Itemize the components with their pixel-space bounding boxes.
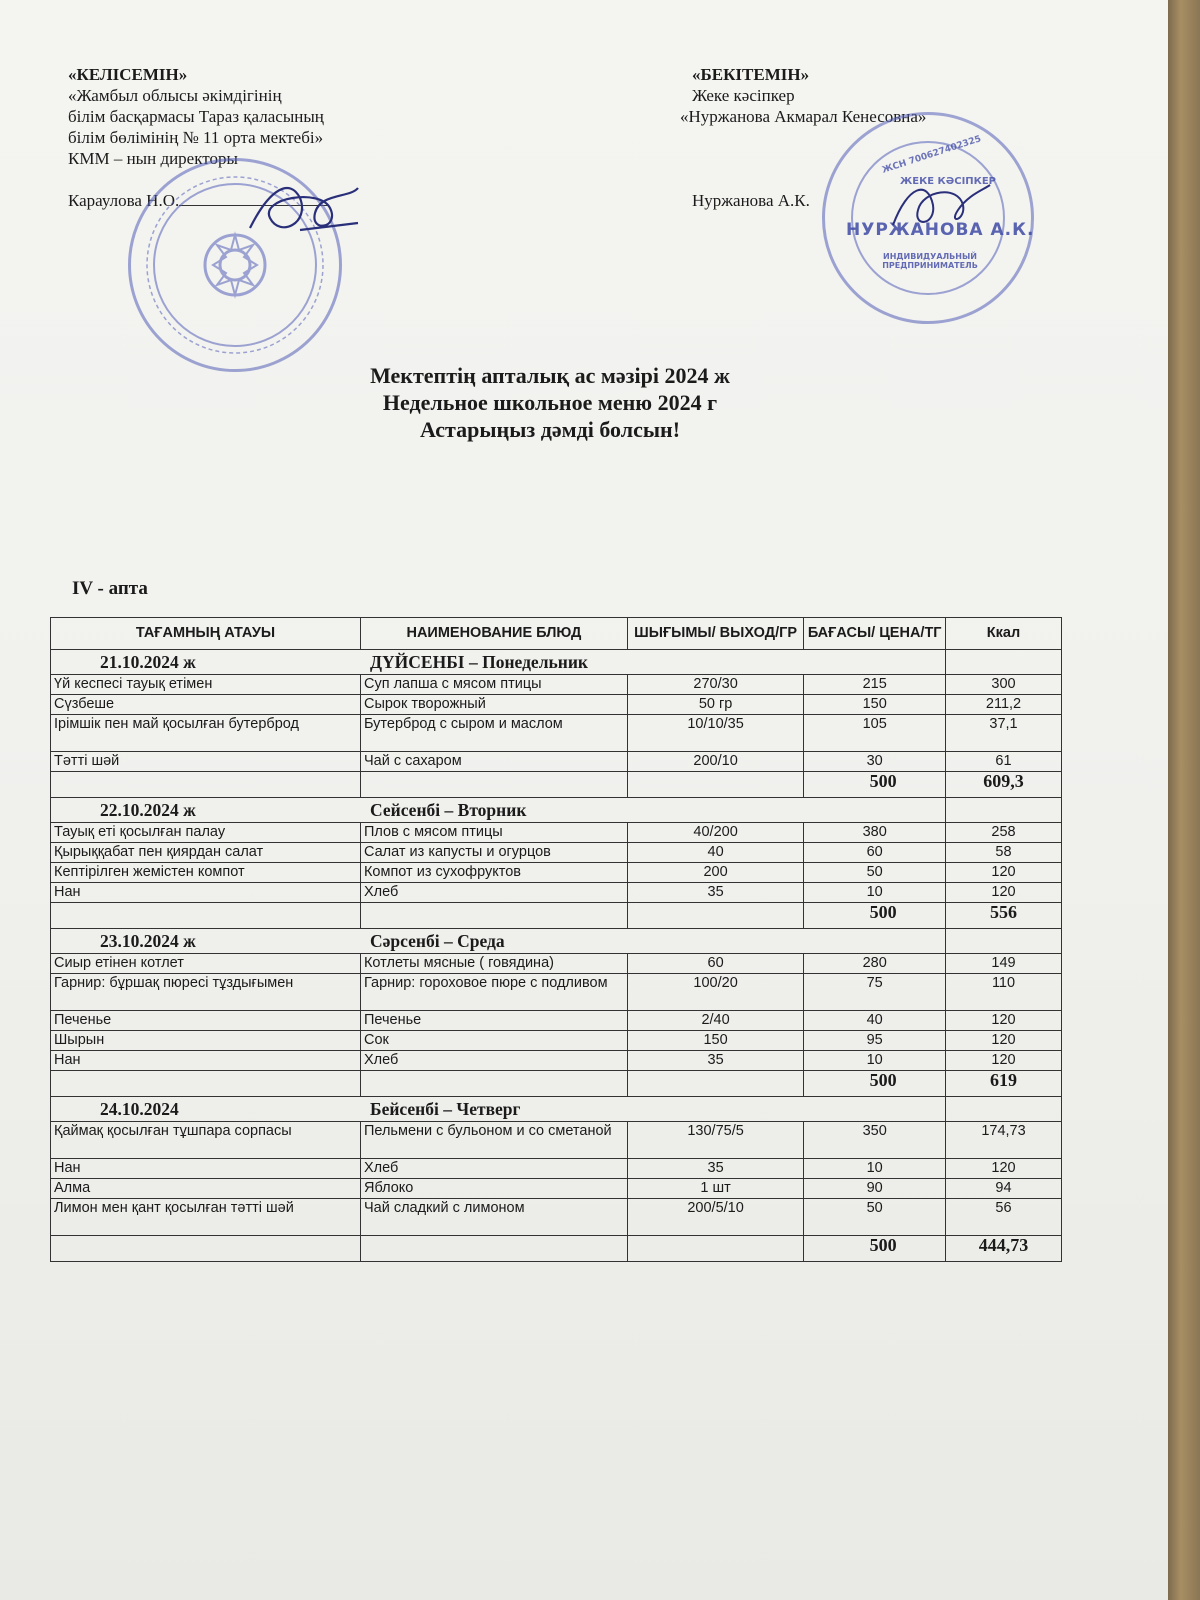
dish-name-kz: Алма — [51, 1179, 361, 1199]
day-name: Бейсенбі – Четверг — [370, 1098, 521, 1119]
dish-name-kz: Лимон мен қант қосылған тәтті шәй — [51, 1199, 361, 1236]
dish-output: 200/10 — [627, 752, 804, 772]
day-total-price: 500 — [804, 1236, 946, 1262]
approved-title: «БЕКІТЕМІН» — [692, 65, 810, 84]
empty-cell — [627, 772, 804, 798]
dish-kcal: 211,2 — [946, 695, 1062, 715]
empty-cell — [627, 1071, 804, 1097]
approved-signer: Нуржанова А.К. — [692, 191, 810, 210]
day-total-kcal: 619 — [946, 1071, 1062, 1097]
day-header-cell — [51, 650, 946, 675]
dish-price: 350 — [804, 1122, 946, 1159]
day-date: 23.10.2024 ж — [100, 930, 196, 951]
approved-line: Жеке кәсіпкер — [692, 86, 795, 105]
dish-output: 60 — [627, 954, 804, 974]
table-row — [51, 863, 1062, 883]
day-total-price: 500 — [804, 1071, 946, 1097]
dish-kcal: 300 — [946, 675, 1062, 695]
dish-name-kz: Тауық еті қосылған палау — [51, 823, 361, 843]
day-header-row — [51, 1097, 1062, 1122]
dish-name-kz: Тәтті шәй — [51, 752, 361, 772]
dish-name-kz: Печенье — [51, 1011, 361, 1031]
dish-name-kz: Қырыққабат пен қиярдан салат — [51, 843, 361, 863]
agreed-signer: Караулова Н.О. — [68, 191, 180, 210]
day-date: 24.10.2024 — [100, 1098, 179, 1119]
dish-price: 90 — [804, 1179, 946, 1199]
empty-cell — [627, 1236, 804, 1262]
day-total-row — [51, 1071, 1062, 1097]
dish-name-ru: Хлеб — [360, 1159, 627, 1179]
day-header-cell — [51, 798, 946, 823]
dish-kcal: 149 — [946, 954, 1062, 974]
dish-name-ru: Салат из капусты и огурцов — [360, 843, 627, 863]
dish-price: 60 — [804, 843, 946, 863]
dish-price: 105 — [804, 715, 946, 752]
dish-kcal: 120 — [946, 1031, 1062, 1051]
dish-output: 200 — [627, 863, 804, 883]
dish-output: 2/40 — [627, 1011, 804, 1031]
table-row — [51, 823, 1062, 843]
table-row — [51, 715, 1062, 752]
dish-kcal: 110 — [946, 974, 1062, 1011]
dish-output: 200/5/10 — [627, 1199, 804, 1236]
empty-cell — [946, 650, 1062, 675]
day-total-row — [51, 1236, 1062, 1262]
dish-output: 130/75/5 — [627, 1122, 804, 1159]
dish-name-ru: Суп лапша с мясом птицы — [360, 675, 627, 695]
dish-output: 35 — [627, 1159, 804, 1179]
empty-cell — [51, 903, 361, 929]
dish-name-ru: Бутерброд с сыром и маслом — [360, 715, 627, 752]
header-kz-name: ТАҒАМНЫҢ АТАУЫ — [51, 618, 361, 650]
dish-kcal: 120 — [946, 1159, 1062, 1179]
dish-name-kz: Қаймақ қосылған тұшпара сорпасы — [51, 1122, 361, 1159]
empty-cell — [360, 1236, 627, 1262]
agreed-line: білім басқармасы Тараз қаласының — [68, 107, 324, 126]
empty-cell — [51, 772, 361, 798]
dish-name-ru: Пельмени с бульоном и со сметаной — [360, 1122, 627, 1159]
empty-cell — [51, 1236, 361, 1262]
header-kcal: Ккал — [946, 618, 1062, 650]
dish-price: 215 — [804, 675, 946, 695]
empty-cell — [360, 1071, 627, 1097]
dish-name-ru: Печенье — [360, 1011, 627, 1031]
dish-kcal: 61 — [946, 752, 1062, 772]
dish-name-ru: Яблоко — [360, 1179, 627, 1199]
day-name: ДҮЙСЕНБІ – Понедельник — [370, 651, 589, 672]
dish-kcal: 120 — [946, 1011, 1062, 1031]
dish-name-kz: Сиыр етінен котлет — [51, 954, 361, 974]
title-kazakh: Мектептің апталық ас мәзірі 2024 ж — [370, 363, 730, 388]
empty-cell — [946, 929, 1062, 954]
stamp-top-text: ЖЕКЕ КӘСІПКЕР — [900, 176, 996, 187]
approved-line: «Нуржанова Акмарал Кенесовна» — [680, 107, 927, 126]
dish-output: 35 — [627, 883, 804, 903]
director-signature-icon — [240, 168, 370, 248]
dish-output: 100/20 — [627, 974, 804, 1011]
day-total-row — [51, 772, 1062, 798]
agreed-line: «Жамбыл облысы әкімдігінің — [68, 86, 282, 105]
dish-kcal: 37,1 — [946, 715, 1062, 752]
day-header-cell — [51, 1097, 946, 1122]
dish-price: 10 — [804, 1051, 946, 1071]
dish-kcal: 258 — [946, 823, 1062, 843]
day-name: Сейсенбі – Вторник — [370, 799, 527, 820]
dish-price: 30 — [804, 752, 946, 772]
table-row — [51, 1031, 1062, 1051]
table-row — [51, 1011, 1062, 1031]
week-label: IV - апта — [72, 578, 148, 599]
day-name: Сәрсенбі – Среда — [370, 930, 505, 951]
dish-output: 40 — [627, 843, 804, 863]
dish-name-kz: Нан — [51, 883, 361, 903]
dish-name-ru: Гарнир: гороховое пюре с подливом — [360, 974, 627, 1011]
title-wish: Астарыңыз дәмді болсын! — [419, 417, 681, 442]
dish-price: 95 — [804, 1031, 946, 1051]
day-total-kcal: 609,3 — [946, 772, 1062, 798]
dish-kcal: 58 — [946, 843, 1062, 863]
dish-name-ru: Хлеб — [360, 1051, 627, 1071]
stamp-iin-text: ЖСН 700627402325 — [880, 134, 983, 176]
dish-price: 50 — [804, 1199, 946, 1236]
dish-name-kz: Нан — [51, 1051, 361, 1071]
dish-price: 10 — [804, 883, 946, 903]
empty-cell — [946, 798, 1062, 823]
table-edge-background — [1168, 0, 1200, 1600]
day-total-kcal: 444,73 — [946, 1236, 1062, 1262]
dish-name-ru: Чай сладкий с лимоном — [360, 1199, 627, 1236]
table-row — [51, 974, 1062, 1011]
dish-name-ru: Хлеб — [360, 883, 627, 903]
dish-name-kz: Сүзбеше — [51, 695, 361, 715]
dish-name-ru: Сырок творожный — [360, 695, 627, 715]
table-row — [51, 695, 1062, 715]
dish-kcal: 174,73 — [946, 1122, 1062, 1159]
table-row — [51, 1179, 1062, 1199]
dish-output: 35 — [627, 1051, 804, 1071]
dish-output: 10/10/35 — [627, 715, 804, 752]
day-header-row — [51, 798, 1062, 823]
table-row — [51, 843, 1062, 863]
table-row — [51, 1051, 1062, 1071]
header-ru-name: НАИМЕНОВАНИЕ БЛЮД — [360, 618, 627, 650]
dish-output: 40/200 — [627, 823, 804, 843]
dish-output: 1 шт — [627, 1179, 804, 1199]
dish-kcal: 56 — [946, 1199, 1062, 1236]
stamp-name-text: НУРЖАНОВА А.К. — [846, 220, 1035, 240]
dish-price: 10 — [804, 1159, 946, 1179]
dish-name-ru: Сок — [360, 1031, 627, 1051]
empty-cell — [946, 1097, 1062, 1122]
agreed-title: «КЕЛІСЕМІН» — [68, 65, 188, 84]
dish-name-kz: Шырын — [51, 1031, 361, 1051]
dish-kcal: 120 — [946, 1051, 1062, 1071]
day-date: 21.10.2024 ж — [100, 651, 196, 672]
title-russian: Недельное школьное меню 2024 г — [382, 390, 718, 415]
dish-name-kz: Нан — [51, 1159, 361, 1179]
day-header-row — [51, 650, 1062, 675]
dish-kcal: 120 — [946, 883, 1062, 903]
table-row — [51, 954, 1062, 974]
dish-name-kz: Гарнир: бұршақ пюресі тұздығымен — [51, 974, 361, 1011]
dish-price: 380 — [804, 823, 946, 843]
day-header-cell — [51, 929, 946, 954]
header-output: ШЫҒЫМЫ/ ВЫХОД/ГР — [627, 618, 804, 650]
dish-name-kz: Кептірілген жемістен компот — [51, 863, 361, 883]
day-total-price: 500 — [804, 772, 946, 798]
table-row — [51, 883, 1062, 903]
dish-output: 150 — [627, 1031, 804, 1051]
table-row — [51, 1122, 1062, 1159]
table-row — [51, 675, 1062, 695]
day-total-price: 500 — [804, 903, 946, 929]
dish-output: 270/30 — [627, 675, 804, 695]
dish-kcal: 94 — [946, 1179, 1062, 1199]
dish-price: 75 — [804, 974, 946, 1011]
agreed-line: білім бөлімінің № 11 орта мектебі» — [68, 128, 324, 147]
table-row — [51, 752, 1062, 772]
table-header-row — [51, 618, 1062, 650]
day-header-row — [51, 929, 1062, 954]
empty-cell — [627, 903, 804, 929]
dish-name-ru: Котлеты мясные ( говядина) — [360, 954, 627, 974]
stamp-sub-text: ИНДИВИДУАЛЬНЫЙ ПРЕДПРИНИМАТЕЛЬ — [882, 252, 978, 270]
dish-name-ru: Плов с мясом птицы — [360, 823, 627, 843]
agreed-line: КММ – нын директоры — [68, 149, 238, 168]
empty-cell — [51, 1071, 361, 1097]
menu-title-block — [0, 362, 1100, 443]
dish-kcal: 120 — [946, 863, 1062, 883]
dish-name-ru: Чай с сахаром — [360, 752, 627, 772]
header-price: БАҒАСЫ/ ЦЕНА/ТГ — [804, 618, 946, 650]
table-row — [51, 1199, 1062, 1236]
entrepreneur-signature-icon — [878, 170, 998, 240]
empty-cell — [360, 903, 627, 929]
dish-price: 50 — [804, 863, 946, 883]
empty-cell — [360, 772, 627, 798]
dish-price: 40 — [804, 1011, 946, 1031]
menu-table — [50, 617, 1062, 1262]
dish-name-ru: Компот из сухофруктов — [360, 863, 627, 883]
day-total-kcal: 556 — [946, 903, 1062, 929]
day-total-row — [51, 903, 1062, 929]
table-row — [51, 1159, 1062, 1179]
dish-name-kz: Үй кеспесі тауық етімен — [51, 675, 361, 695]
day-date: 22.10.2024 ж — [100, 799, 196, 820]
dish-output: 50 гр — [627, 695, 804, 715]
dish-name-kz: Ірімшік пен май қосылған бутерброд — [51, 715, 361, 752]
dish-price: 150 — [804, 695, 946, 715]
dish-price: 280 — [804, 954, 946, 974]
